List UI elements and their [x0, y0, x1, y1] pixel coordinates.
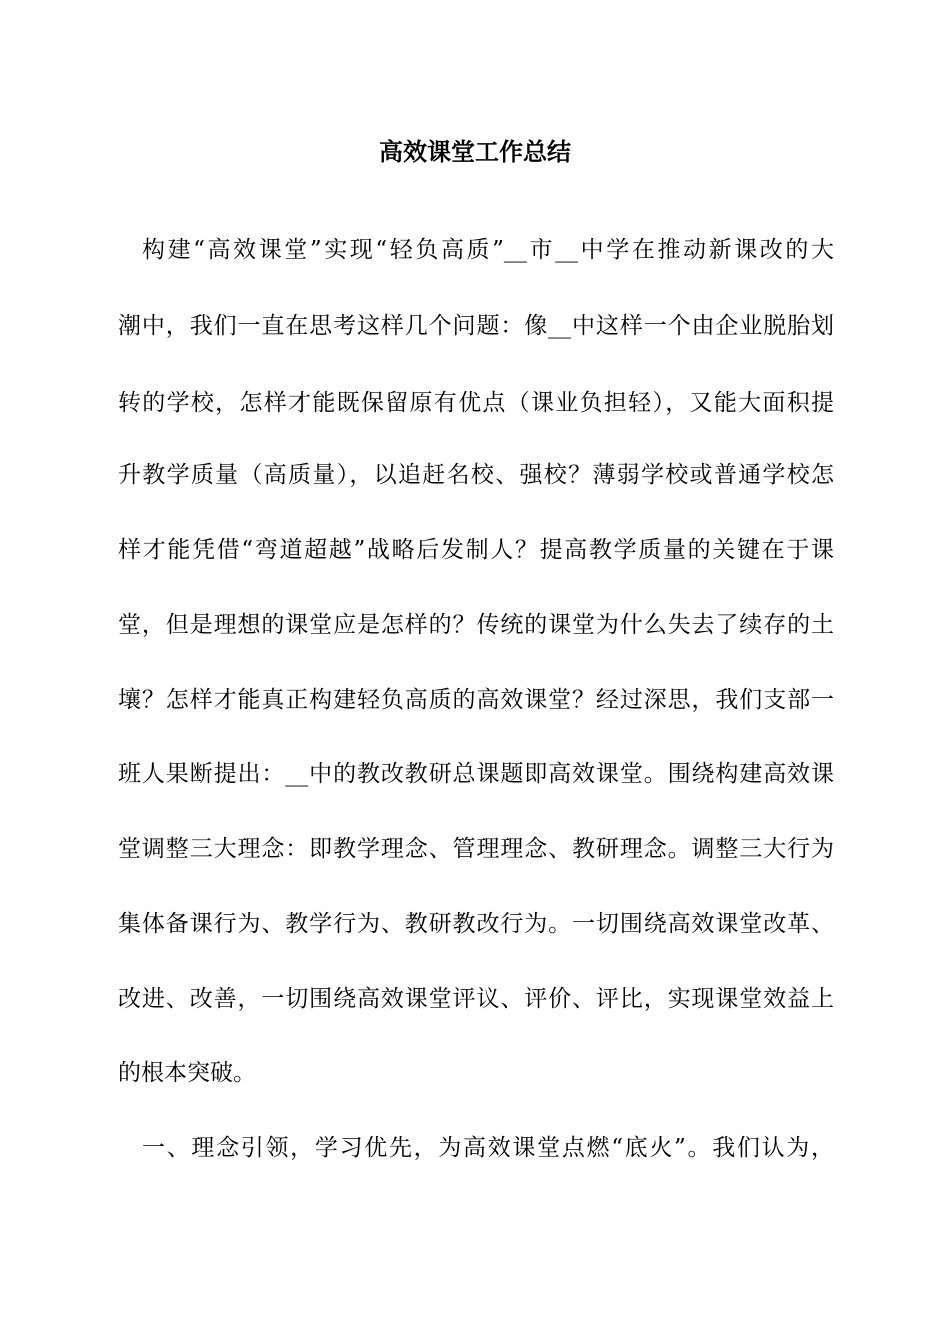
paragraph-line: 升教学质量（高质量），以追赶名校、强校？薄弱学校或普通学校怎: [118, 462, 834, 488]
paragraph-line: 壤？怎样才能真正构建轻负高质的高效课堂？经过深思，我们支部一: [118, 687, 834, 713]
document-title: 高效课堂工作总结: [379, 137, 571, 166]
paragraph-line: 堂调整三大理念：即教学理念、管理理念、教研理念。调整三大行为: [118, 836, 834, 862]
paragraph-line: 集体备课行为、教学行为、教研教改行为。一切围绕高效课堂改革、: [118, 911, 834, 937]
paragraph-line: 改进、改善，一切围绕高效课堂评议、评价、评比，实现课堂效益上: [118, 986, 834, 1012]
paragraph-line: 班人果断提出：__中的教改教研总课题即高效课堂。围绕构建高效课: [118, 761, 834, 787]
paragraph-line: 构建“高效课堂”实现“轻负高质”__市__中学在推动新课改的大: [142, 237, 834, 263]
paragraph-line: 的根本突破。: [118, 1060, 256, 1086]
paragraph-line: 样才能凭借“弯道超越”战略后发制人？提高教学质量的关键在于课: [118, 537, 834, 563]
paragraph-line: 堂，但是理想的课堂应是怎样的？传统的课堂为什么失去了续存的土: [118, 612, 834, 638]
paragraph-line: 转的学校，怎样才能既保留原有优点（课业负担轻），又能大面积提: [118, 390, 834, 416]
paragraph-line: 一、理念引领，学习优先，为高效课堂点燃“底火”。我们认为，: [142, 1135, 834, 1161]
paragraph-line: 潮中，我们一直在思考这样几个问题：像__中这样一个由企业脱胎划: [118, 313, 834, 339]
